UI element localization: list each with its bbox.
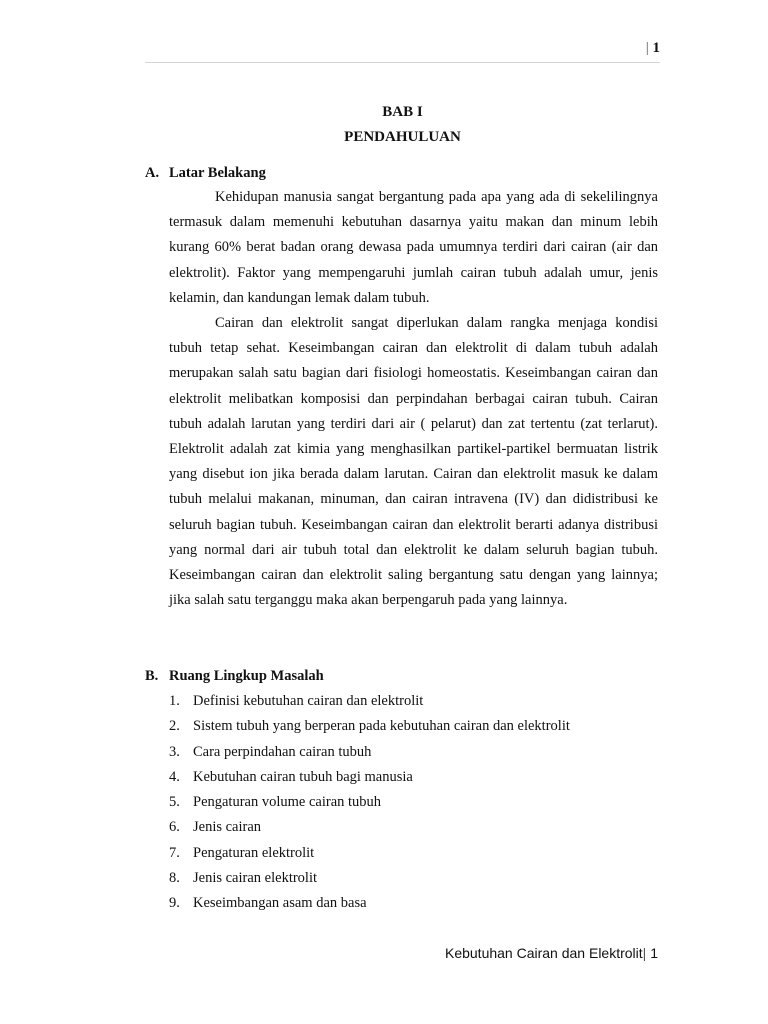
section-b-letter: B. xyxy=(145,668,159,684)
list-item xyxy=(169,841,570,866)
chapter-number: BAB I xyxy=(382,104,423,120)
list-item-text: Jenis cairan xyxy=(193,819,262,836)
list-item-text: Pengaturan volume cairan tubuh xyxy=(193,794,382,811)
paragraph-1: Kehidupan manusia sangat bergantung pada apa yang ada di sekelilingnya termasuk dalam memenuhi kebutuhan dasarnya yaitu makan dan minum lebih kurang 60% berat badan orang dewasa pada umumnya terdiri dari cairan (air dan elektrolit). Faktor yang mempengaruhi jumlah cairan tubuh adalah umur, jenis kelamin, dan kandungan lemak dalam tubuh. xyxy=(169,189,658,306)
list-item-number: 7. xyxy=(169,844,180,861)
page-header xyxy=(145,40,660,63)
list-item-number: 9. xyxy=(169,895,180,912)
list-item-text: Jenis cairan elektrolit xyxy=(193,870,318,887)
list-item xyxy=(169,891,570,916)
list-item xyxy=(169,765,570,790)
scope-list xyxy=(169,689,570,917)
list-item-text: Cara perpindahan cairan tubuh xyxy=(193,743,372,760)
footer-separator: | xyxy=(642,945,647,961)
list-item-text: Definisi kebutuhan cairan dan elektrolit xyxy=(193,693,424,709)
list-item-number: 4. xyxy=(169,768,180,785)
list-item xyxy=(169,740,570,765)
list-item-number: 1. xyxy=(169,693,180,709)
paragraph-2: Cairan dan elektrolit sangat diperlukan dalam rangka menjaga kondisi tubuh tetap sehat. Keseimbangan cairan dan elektrolit di dalam tubuh adalah merupakan salah satu bagian dari fisiologi homeostatis. Keseimbangan cairan dan elektrolit melibatkan komposisi dan perpindahan berbagai cairan tubuh. Cairan tubuh adalah larutan yang terdiri dari air ( pelarut) dan zat tertentu (zat terlarut). Elektrolit adalah zat kimia yang menghasilkan partikel-partikel bermuatan listrik yang disebut ion jika berada dalam larutan. Cairan dan elektrolit masuk ke dalam tubuh melalui makanan, minuman, dan cairan intravena (IV) dan didistribusi ke seluruh bagian tubuh. Keseimbangan cairan dan elektrolit berarti adanya distribusi yang normal dari air tubuh total dan elektrolit ke dalam seluruh bagian tubuh. Keseimbangan cairan dan elektrolit saling bergantung satu dengan yang lainnya; jika salah satu terganggu maka akan berpengaruh pada yang lainnya. xyxy=(169,315,658,609)
list-item-text: Pengaturan elektrolit xyxy=(193,844,315,861)
footer-page-number: 1 xyxy=(650,945,658,961)
list-item xyxy=(169,866,570,891)
list-item-number: 8. xyxy=(169,870,180,887)
list-item xyxy=(169,790,570,815)
list-item-text: Kebutuhan cairan tubuh bagi manusia xyxy=(193,768,413,785)
header-separator: | xyxy=(645,40,649,56)
list-item xyxy=(169,815,570,840)
header-page-number: 1 xyxy=(652,40,660,56)
list-item-text: Keseimbangan asam dan basa xyxy=(193,895,367,912)
footer-title: Kebutuhan Cairan dan Elektrolit xyxy=(444,945,643,961)
list-item-number: 5. xyxy=(169,794,180,811)
list-item-number: 6. xyxy=(169,819,180,836)
chapter-title: PENDAHULUAN xyxy=(344,129,461,145)
list-item xyxy=(169,689,570,714)
section-a-title: Latar Belakang xyxy=(169,165,266,181)
list-item-number: 3. xyxy=(169,743,180,760)
section-a-letter: A. xyxy=(145,165,160,181)
list-item xyxy=(169,714,570,739)
section-a-heading xyxy=(145,165,266,182)
section-b-heading xyxy=(145,668,324,685)
list-item-number: 2. xyxy=(169,718,180,735)
page-footer xyxy=(445,945,658,961)
section-b-title: Ruang Lingkup Masalah xyxy=(169,668,324,684)
list-item-text: Sistem tubuh yang berperan pada kebutuhan cairan dan elektrolit xyxy=(193,718,570,735)
